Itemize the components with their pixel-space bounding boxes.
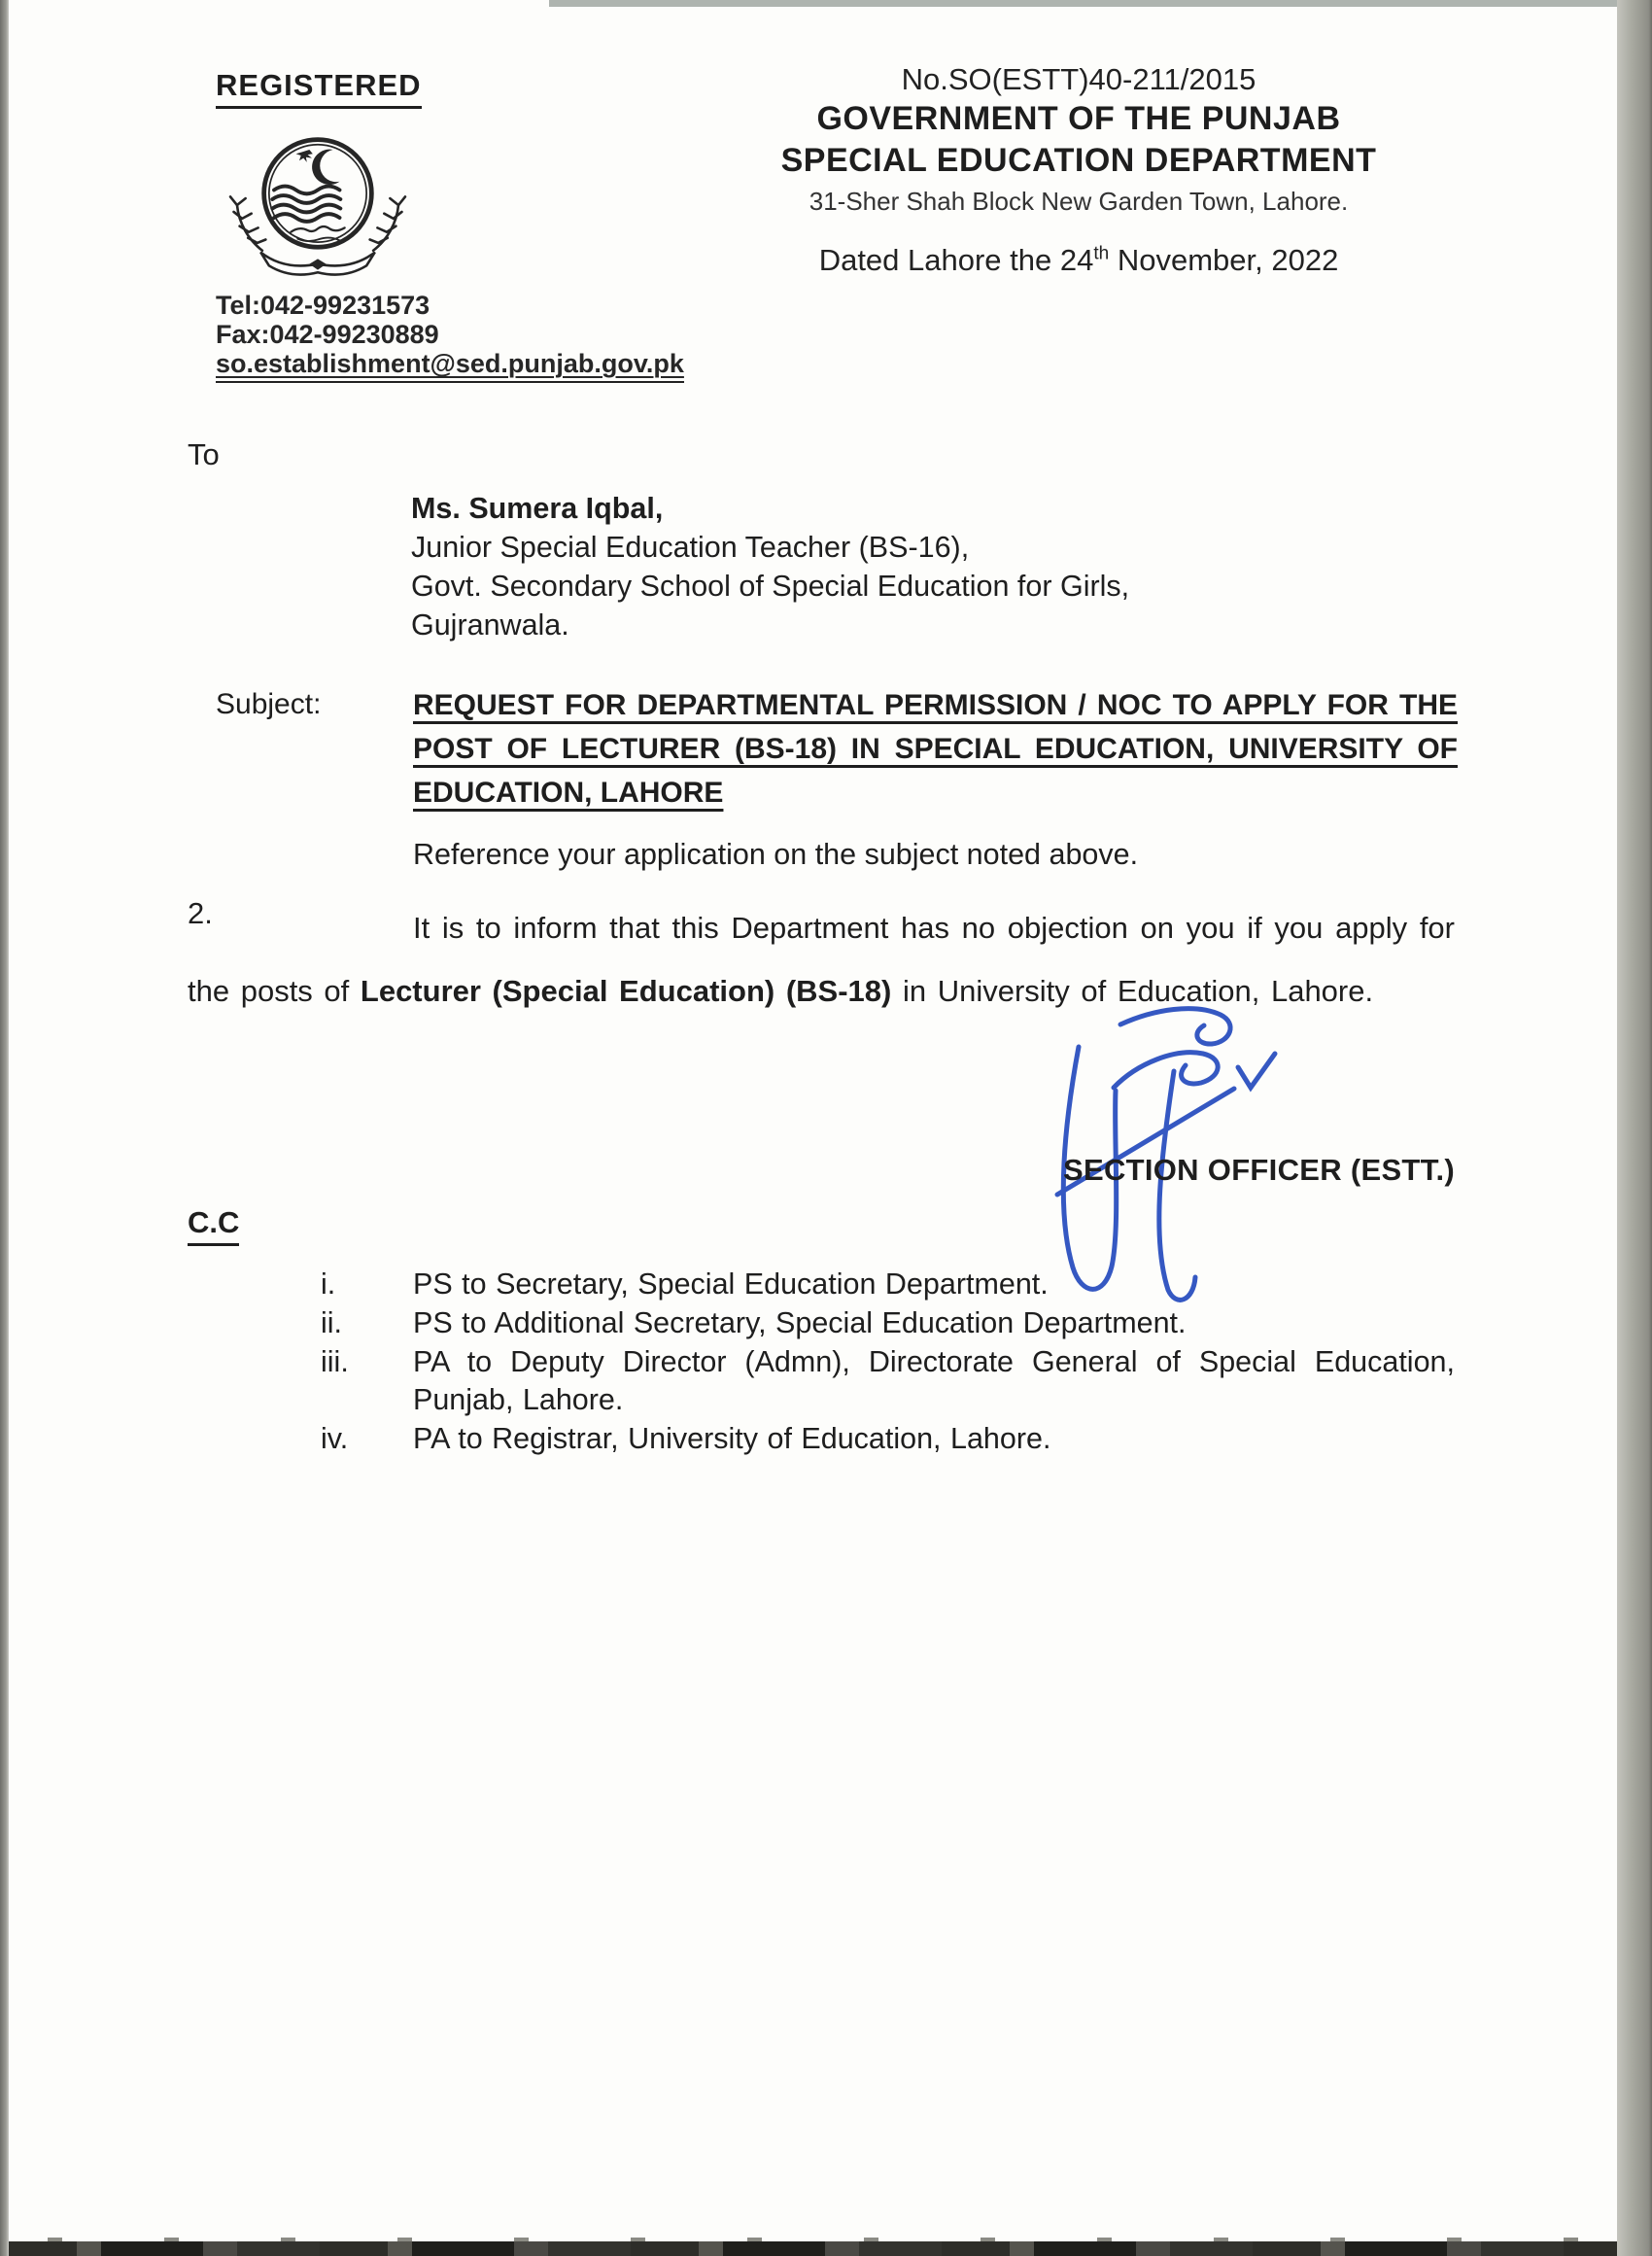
cc-item xyxy=(321,1266,1455,1303)
cc-label: C.C xyxy=(188,1205,239,1246)
scan-edge-bottom xyxy=(9,2241,1617,2256)
to-label: To xyxy=(188,437,220,471)
cc-item-text: PA to Registrar, University of Education, Lahore. xyxy=(413,1421,1051,1455)
cc-list xyxy=(321,1266,1455,1459)
recipient-block xyxy=(411,489,1129,644)
scan-edge-top xyxy=(549,0,1617,7)
cc-item-numeral: ii. xyxy=(321,1306,343,1339)
recipient-designation: Junior Special Education Teacher (BS-16), xyxy=(411,531,970,564)
subject-label: Subject: xyxy=(216,688,322,720)
cc-item-numeral: iv. xyxy=(321,1421,349,1455)
scan-edge-left xyxy=(0,0,9,2256)
cc-item-text: PA to Deputy Director (Admn), Directorate General of Special Education, Punjab, Lahore. xyxy=(413,1345,1455,1416)
cc-item xyxy=(321,1304,1455,1342)
cc-item-numeral: iii. xyxy=(321,1345,349,1378)
tel-line: Tel:042-99231573 xyxy=(216,291,430,320)
paragraph-text: It is to inform that this Department has no objection on you if you apply for the posts of Lecturer (Special Education) (BS-18) in University of Education, Lahore. xyxy=(188,911,1455,1008)
letterhead xyxy=(724,62,1433,278)
cc-item-text: PS to Secretary, Special Education Department. xyxy=(413,1267,1049,1301)
department-title: SPECIAL EDUCATION DEPARTMENT xyxy=(780,142,1377,179)
reference-line: Reference your application on the subject noted above. xyxy=(413,838,1139,871)
fax-line: Fax:042-99230889 xyxy=(216,319,439,349)
cc-item xyxy=(321,1343,1455,1418)
email-address: so.establishment@sed.punjab.gov.pk xyxy=(216,350,684,383)
department-address: 31-Sher Shah Block New Garden Town, Lahore. xyxy=(809,187,1349,216)
recipient-city: Gujranwala. xyxy=(411,608,569,642)
date-line: Dated Lahore the 24th November, 2022 xyxy=(818,243,1339,277)
scan-edge-right xyxy=(1617,0,1652,2256)
contact-block xyxy=(216,292,684,383)
government-title: GOVERNMENT OF THE PUNJAB xyxy=(816,100,1341,137)
cc-item xyxy=(321,1420,1455,1458)
subject-text: REQUEST FOR DEPARTMENTAL PERMISSION / NOC TO APPLY FOR THE POST OF LECTURER (BS-18) IN SPECIAL EDUCATION, UNIVERSITY OF EDUCATION, LAHORE xyxy=(413,689,1458,809)
recipient-name: Ms. Sumera Iqbal, xyxy=(411,492,664,525)
reference-number: No.SO(ESTT)40-211/2015 xyxy=(901,62,1256,96)
punjab-crest-logo xyxy=(216,124,420,280)
cc-item-numeral: i. xyxy=(321,1267,336,1301)
paragraph-number: 2. xyxy=(188,896,213,930)
recipient-institution: Govt. Secondary School of Special Education for Girls, xyxy=(411,570,1130,603)
cc-item-text: PS to Additional Secretary, Special Education Department. xyxy=(413,1306,1187,1339)
registered-label: REGISTERED xyxy=(216,68,422,109)
signatory-title: SECTION OFFICER (ESTT.) xyxy=(1062,1153,1455,1187)
